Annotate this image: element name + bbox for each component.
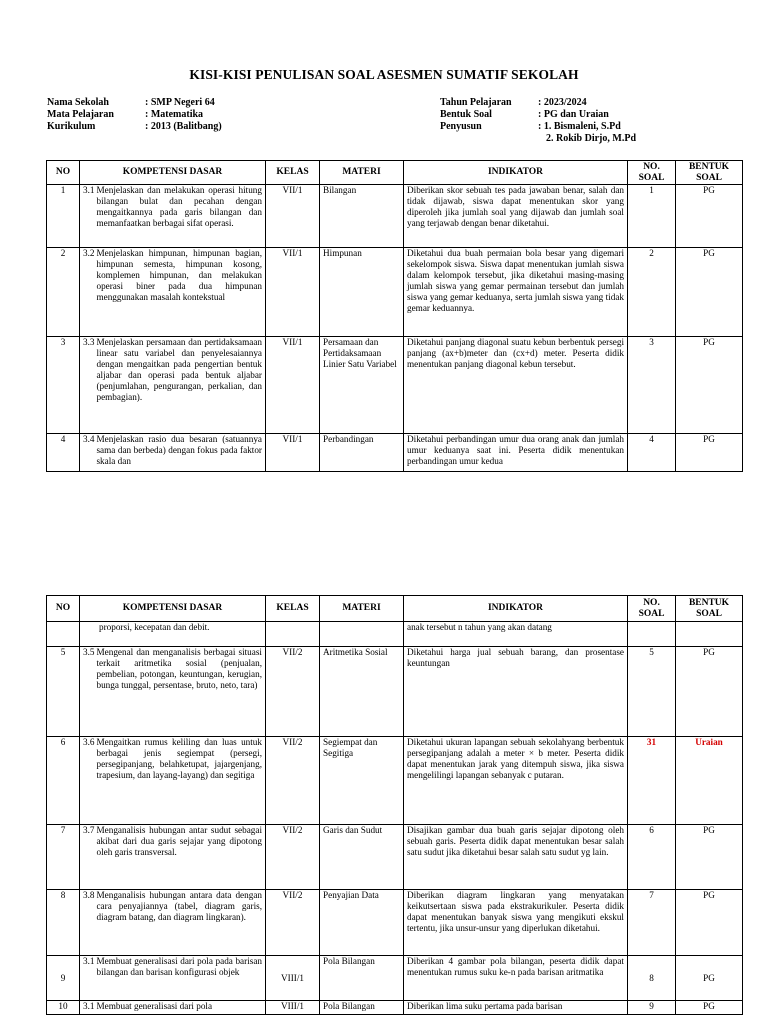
cell-no-soal: 3 [628,337,676,434]
cell-bentuk-soal: PG [676,890,743,956]
meta-row [440,133,636,145]
cell-materi: Pola Bilangan [320,1001,404,1015]
cell-kompetensi-dasar [80,737,266,825]
cell-kelas: VII/2 [266,825,320,890]
table-header-row [47,161,743,185]
cell-bentuk-soal: PG [676,434,743,472]
cell-materi: Garis dan Sudut [320,825,404,890]
meta-value: : 2023/2024 [538,97,587,108]
cell-bentuk-soal: PG [676,1001,743,1015]
header-bentuk-soal: BENTUK SOAL [676,596,743,622]
meta-label: Nama Sekolah [47,97,109,108]
cell-bentuk-soal: PG [676,248,743,337]
meta-value: : SMP Negeri 64 [145,97,215,108]
header-kelas: KELAS [266,596,320,622]
meta-row [440,121,636,133]
header-no: NO [47,596,80,622]
kd-number: 3.7 [83,825,95,835]
cell-materi: Aritmetika Sosial [320,647,404,737]
meta-value: : Matematika [145,109,204,120]
cell-no-soal: 1 [628,185,676,248]
cell-no: 4 [47,434,80,472]
cell-materi: Segiempat dan Segitiga [320,737,404,825]
cell-indikator: Diberikan skor sebuah tes pada jawaban benar, salah dan tidak dijawab, siswa dapat menentukan skor yang diperoleh jika jumlah soal yang dijawab dan jumlah soal yang terjawab dengan benar diketahui. [404,185,628,248]
kd-text: proporsi, kecepatan dan debit. [99,622,210,632]
kd-text: Mengaitkan rumus keliling dan luas untuk berbagai jenis segiempat (persegi, persegipanjang, belahketupat, jajargenjang, trapesium, dan layang-layang) dan segitiga [96,737,262,780]
kd-text: Menjelaskan himpunan, himpunan bagian, himpunan semesta, himpunan kosong, komplemen himpunan, dan melakukan operasi biner pada dua himpunan menggunakan masalah kontekstual [96,248,262,302]
cell-kompetensi-dasar [80,248,266,337]
table-row [47,434,743,472]
header-kompetensi-dasar: KOMPETENSI DASAR [80,161,266,185]
header-kompetensi-dasar: KOMPETENSI DASAR [80,596,266,622]
cell-kompetensi-dasar [80,434,266,472]
cell-no-soal [628,622,676,647]
meta-label: Mata Pelajaran [47,109,114,120]
kd-number: 3.5 [83,647,95,657]
cell-no-soal: 6 [628,825,676,890]
kd-text: Menjelaskan rasio dua besaran (satuannya sama dan berbeda) dengan fokus pada faktor skala dan [96,434,262,466]
kd-wrap [83,956,262,978]
kd-wrap [83,622,262,633]
meta-row [47,109,222,121]
cell-kelas [266,622,320,647]
cell-bentuk-soal [676,622,743,647]
cell-no-soal: 5 [628,647,676,737]
cell-no-soal: 31 [628,737,676,825]
header-no-soal: NO. SOAL [628,596,676,622]
meta-label: Bentuk Soal [440,109,492,120]
cell-no: 3 [47,337,80,434]
header-materi: MATERI [320,161,404,185]
cell-no: 7 [47,825,80,890]
header-indikator: INDIKATOR [404,596,628,622]
cell-kompetensi-dasar [80,825,266,890]
cell-no-soal: 4 [628,434,676,472]
kisi-table-page-2 [46,595,743,1015]
table-row [47,1001,743,1015]
header-materi: MATERI [320,596,404,622]
cell-no-soal: 9 [628,1001,676,1015]
cell-kelas: VII/2 [266,647,320,737]
kd-number: 3.3 [83,337,95,347]
table-row [47,337,743,434]
kd-number: 3.8 [83,890,95,900]
cell-indikator: Diketahui dua buah permaian bola besar yang digemari sekelompok siswa. Siswa dapat menentukan jumlah siswa dalam kelompok tersebut, jika diketahui masing-masing jumlah siswa yang gemar permainan tersebut dan jumlah siswa yang gemar keduanya, serta jumlah siswa yang tidak gemar keduannya. [404,248,628,337]
cell-no: 9 [47,956,80,1001]
meta-value: : 1. Bismaleni, S.Pd [538,121,621,132]
kd-wrap [83,825,262,858]
header-kelas: KELAS [266,161,320,185]
meta-label: Kurikulum [47,121,96,132]
cell-bentuk-soal: PG [676,647,743,737]
kd-wrap [83,434,262,467]
cell-kompetensi-dasar [80,956,266,1001]
cell-indikator: Diketahui panjang diagonal suatu kebun berbentuk persegi panjang (ax+b)meter dan (cx+d) meter. Peserta didik menentukan panjang diagonal kebun tersebut. [404,337,628,434]
cell-no: 2 [47,248,80,337]
table-row [47,890,743,956]
cell-materi [320,622,404,647]
kd-wrap [83,647,262,691]
table-row [47,185,743,248]
table-row [47,248,743,337]
kd-number: 3.6 [83,737,95,747]
cell-kompetensi-dasar [80,337,266,434]
cell-indikator: Diketahui perbandingan umur dua orang anak dan jumlah umur keduanya saat ini. Peserta didik menentukan perbandingan umur kedua [404,434,628,472]
document-title: KISI-KISI PENULISAN SOAL ASESMEN SUMATIF SEKOLAH [189,67,579,82]
meta-row [47,97,222,109]
cell-no: 5 [47,647,80,737]
kd-number: 3.1 [83,185,95,195]
kd-text: Menganalisis hubungan antar sudut sebagai akibat dari dua garis sejajar yang dipotong oleh garis transversal. [96,825,262,857]
cell-materi: Penyajian Data [320,890,404,956]
meta-label: Penyusun [440,121,482,132]
kd-wrap [83,1001,262,1012]
cell-indikator: Disajikan gambar dua buah garis sejajar dipotong oleh sebuah garis. Peserta didik dapat menentukan besar salah satu sudut jika diketahui besar salah satu sudut yg lain. [404,825,628,890]
kisi-table-page-1 [46,160,743,472]
cell-bentuk-soal: PG [676,825,743,890]
cell-indikator: Diberikan lima suku pertama pada barisan [404,1001,628,1015]
cell-indikator: Diberikan 4 gambar pola bilangan, peserta didik dapat menentukan rumus suku ke-n pada barisan aritmatika [404,956,628,1001]
cell-bentuk-soal: PG [676,185,743,248]
table-row [47,737,743,825]
kd-wrap [83,890,262,923]
meta-right [440,97,636,145]
cell-kelas: VII/1 [266,185,320,248]
cell-kelas: VII/1 [266,337,320,434]
cell-kelas: VII/2 [266,890,320,956]
cell-kompetensi-dasar [80,647,266,737]
table-row [47,825,743,890]
kd-wrap [83,337,262,403]
meta-row [440,97,636,109]
kd-wrap [83,737,262,781]
header-indikator: INDIKATOR [404,161,628,185]
cell-indikator: Diberikan diagram lingkaran yang menyatakan keikutsertaan siswa pada ekstrakurikuler. Peserta didik dapat menentukan banyak siswa yang mengikuti ekskul tertentu, jika unsur-unsur yang diperlukan diketahui. [404,890,628,956]
meta-label [440,133,538,145]
cell-no: 6 [47,737,80,825]
table-row [47,647,743,737]
cell-bentuk-soal: PG [676,337,743,434]
cell-kelas: VII/2 [266,737,320,825]
cell-no-soal: 2 [628,248,676,337]
meta-left [47,97,222,133]
kd-text: Mengenal dan menganalisis berbagai situasi terkait aritmetika sosial (penjualan, pembelian, potongan, keuntungan, kerugian, bunga tunggal, persentase, bruto, neto, tara) [96,647,262,690]
table-row [47,622,743,647]
header-no-soal: NO. SOAL [628,161,676,185]
kd-text: Menjelaskan persamaan dan pertidaksamaan linear satu variabel dan penyelesaiannya dengan mengaitkan pada pengertian bentuk aljabar dan operasi pada bentuk aljabar (penjumlahan, pengurangan, perkalian, dan pembagian). [96,337,262,402]
kd-number: 3.1 [83,1001,95,1011]
header-no: NO [47,161,80,185]
cell-materi: Bilangan [320,185,404,248]
cell-no-soal: 7 [628,890,676,956]
cell-materi: Himpunan [320,248,404,337]
meta-row [47,121,222,133]
kd-number: 3.4 [83,434,95,444]
meta-value: : PG dan Uraian [538,109,609,120]
cell-kompetensi-dasar [80,622,266,647]
cell-kelas: VIII/1 [266,956,320,1001]
cell-materi: Pola Bilangan [320,956,404,1001]
cell-no: 1 [47,185,80,248]
cell-indikator: Diketahui harga jual sebuah barang, dan prosentase keuntungan [404,647,628,737]
cell-indikator: anak tersebut n tahun yang akan datang [404,622,628,647]
cell-no: 8 [47,890,80,956]
cell-bentuk-soal: PG [676,956,743,1001]
meta-label: Tahun Pelajaran [440,97,512,108]
cell-kelas: VII/1 [266,434,320,472]
meta-value: : 2013 (Balitbang) [145,121,222,132]
header-bentuk-soal: BENTUK SOAL [676,161,743,185]
cell-materi: Perbandingan [320,434,404,472]
cell-kompetensi-dasar [80,1001,266,1015]
cell-kompetensi-dasar [80,890,266,956]
kd-number: 3.1 [83,956,95,966]
kd-wrap [83,185,262,229]
cell-kompetensi-dasar [80,185,266,248]
kd-text: Menjelaskan dan melakukan operasi hitung bilangan bulat dan pecahan dengan mengaitkannya pada garis bilangan dan memanfaatkan berbagai sifat operasi. [96,185,262,228]
kd-text: Membuat generalisasi dari pola [96,1001,213,1011]
kd-number: 3.2 [83,248,95,258]
meta-row [440,109,636,121]
cell-kelas: VII/1 [266,248,320,337]
meta-value: 2. Rokib Dirjo, M.Pd [546,133,636,144]
cell-no: 10 [47,1001,80,1015]
cell-materi: Persamaan dan Pertidaksamaan Linier Satu Variabel [320,337,404,434]
cell-kelas: VIII/1 [266,1001,320,1015]
cell-no-soal: 8 [628,956,676,1001]
kd-text: Membuat generalisasi dari pola pada barisan bilangan dan barisan konfigurasi objek [96,956,262,977]
cell-bentuk-soal: Uraian [676,737,743,825]
cell-no [47,622,80,647]
kd-text: Menganalisis hubungan antara data dengan cara penyajiannya (tabel, diagram garis, diagram batang, dan diagram lingkaran). [96,890,262,922]
cell-indikator: Diketahui ukuran lapangan sebuah sekolahyang berbentuk persegipanjang adalah a meter × b meter. Peserta didik dapat menentukan jarak yang ditempuh siswa, jika siswa mengelilingi lapangan sebanyak c putaran. [404,737,628,825]
table-header-row [47,596,743,622]
table-row [47,956,743,1001]
kd-wrap [83,248,262,303]
